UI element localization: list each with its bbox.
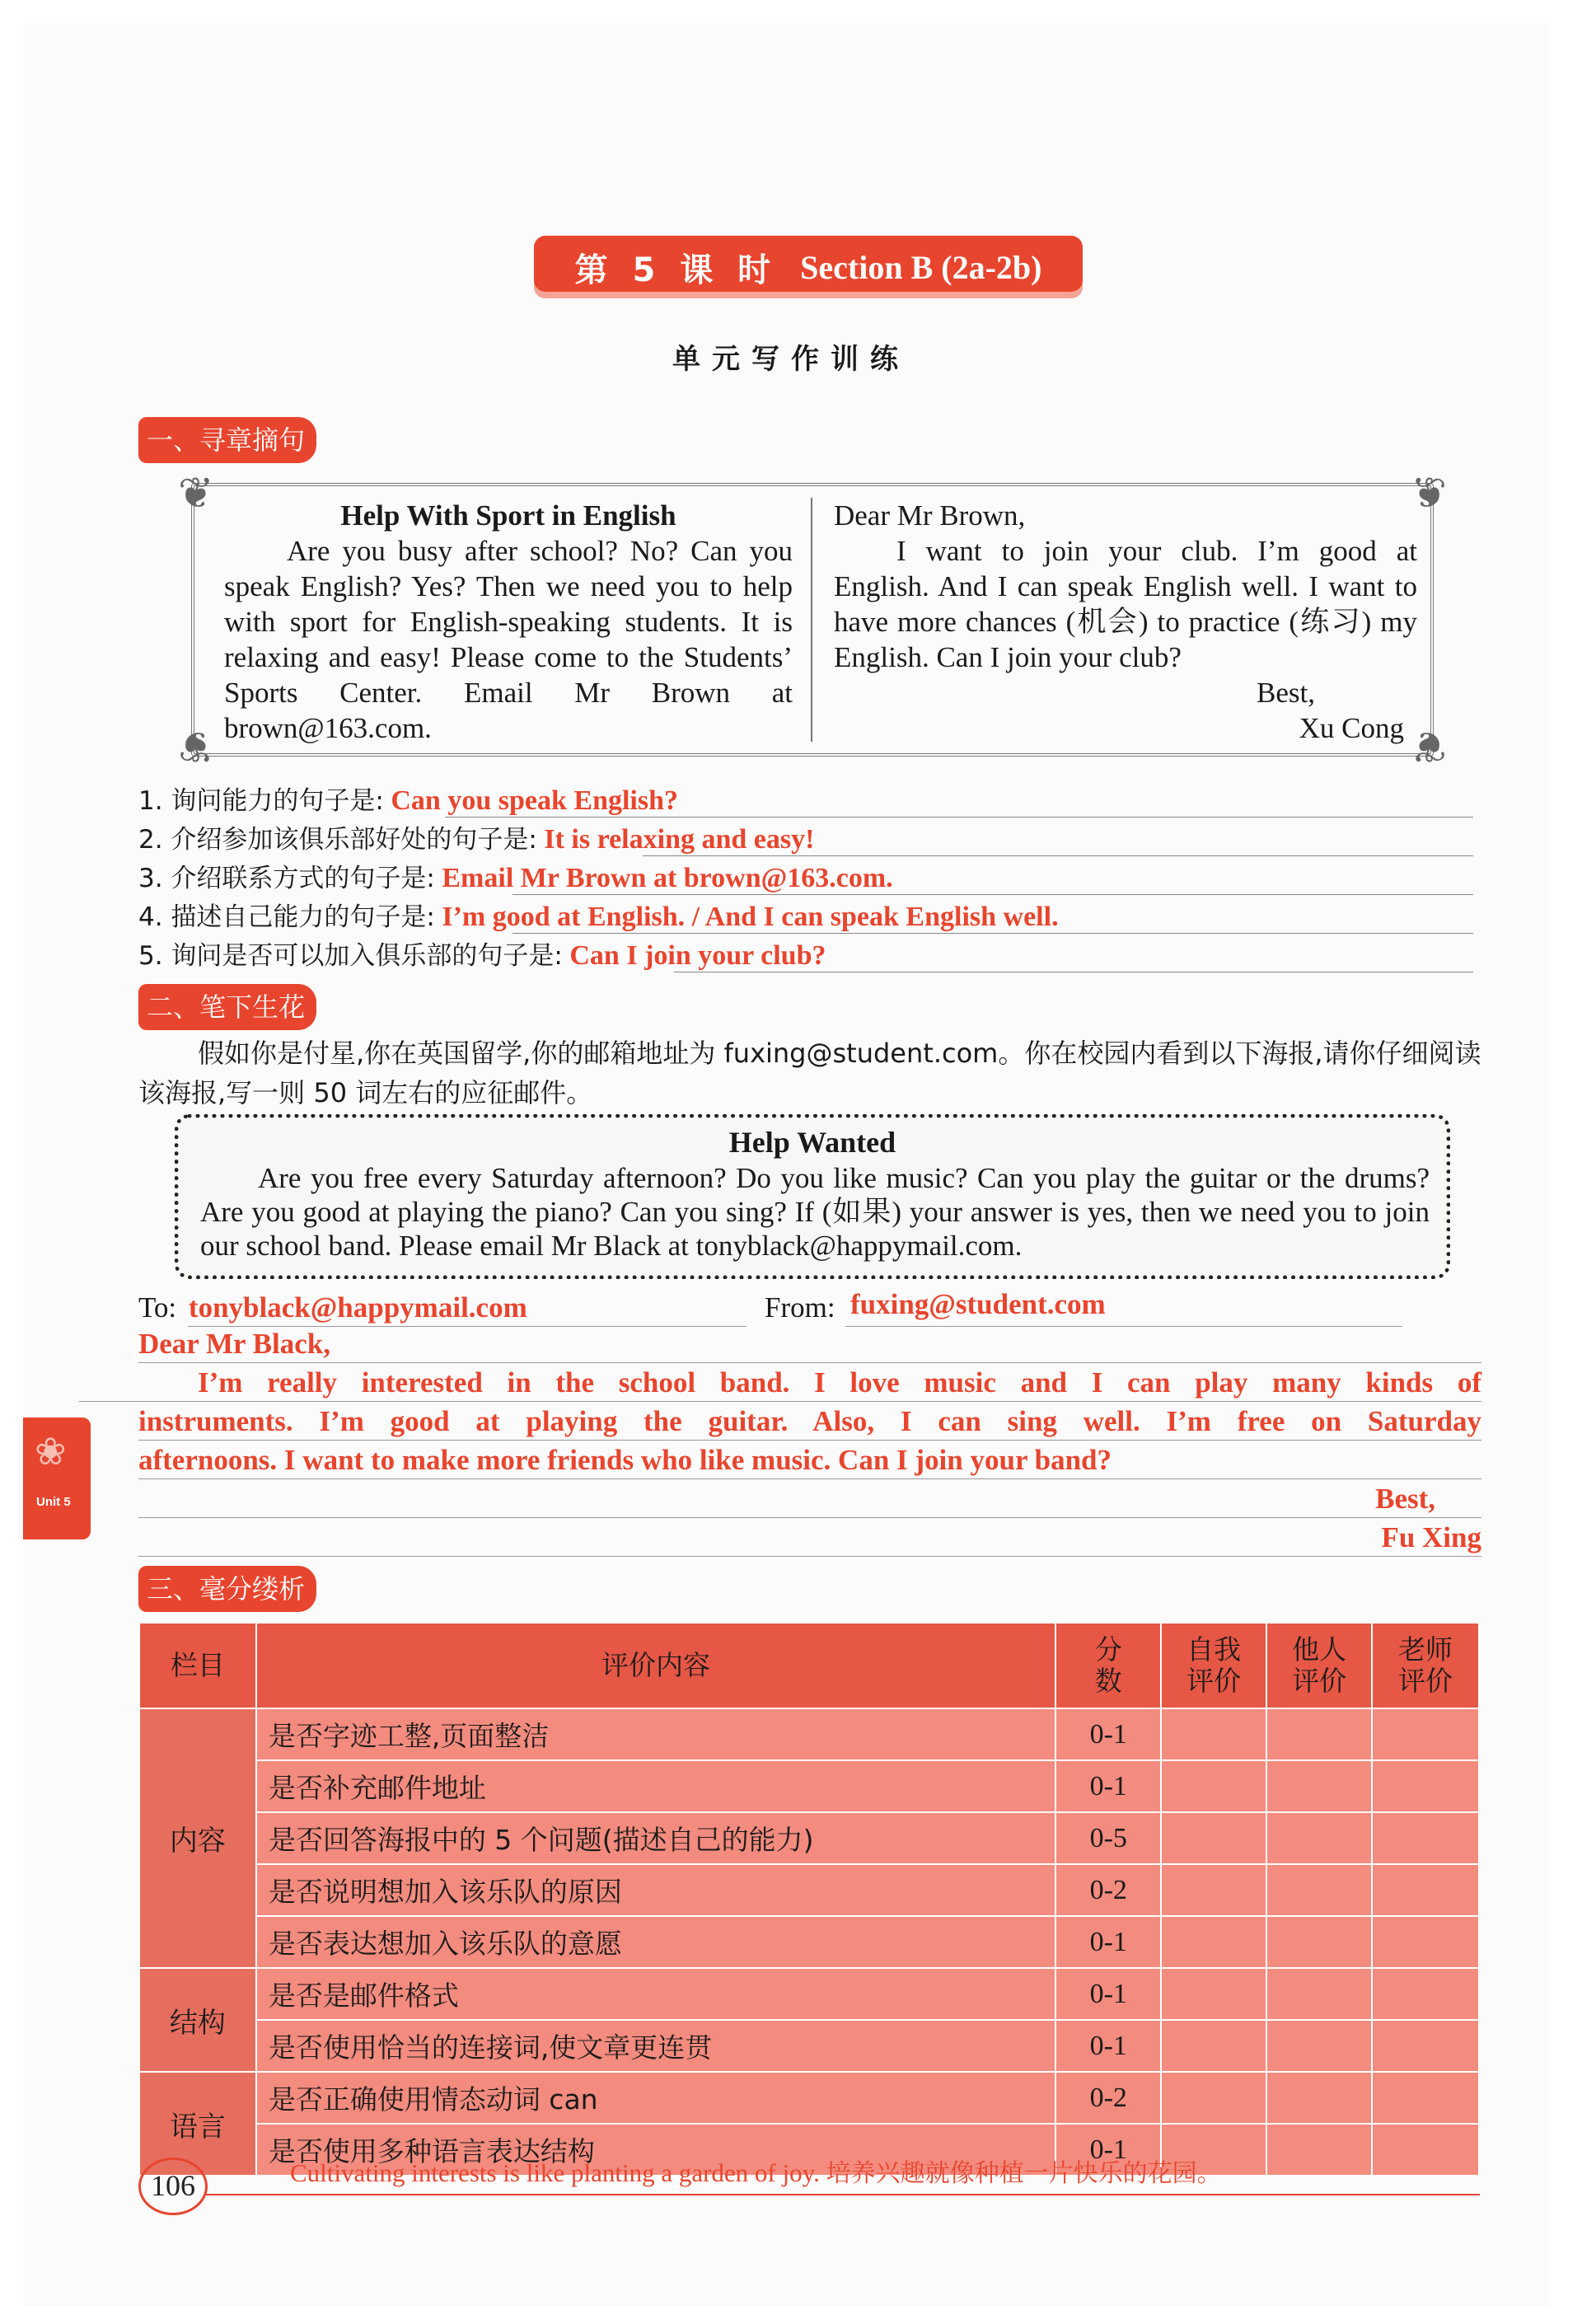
evaluation-table: [138, 1622, 1480, 2176]
score-cell: 0-5: [1055, 1812, 1161, 1864]
question-label: 3. 介绍联系方式的句子是:: [138, 864, 435, 893]
peer-eval-cell[interactable]: [1266, 1760, 1372, 1812]
peer-eval-cell[interactable]: [1266, 1916, 1372, 1968]
answer-line: [513, 933, 1473, 934]
col-header: 他人评价: [1266, 1623, 1372, 1708]
self-eval-cell[interactable]: [1161, 1760, 1266, 1812]
criterion-cell: 是否说明想加入该乐队的原因: [256, 1864, 1055, 1916]
page-title: 单元写作训练: [672, 343, 910, 376]
question-answer: I’m good at English. / And I can speak English well.: [442, 902, 1059, 932]
question-5: [138, 938, 1473, 974]
reply-letter: [834, 498, 1417, 746]
lesson-header: [534, 236, 1083, 298]
criterion-cell: 是否是邮件格式: [256, 1968, 1055, 2020]
ad-body: Are you busy after school? No? Can you speak English? Yes? Then we need you to help with sport for English-speaking students. It is relaxing and easy! Please come to the Students’ Sports Center. Email Mr Brown at brown@163.com.: [224, 535, 793, 744]
criterion-cell: 是否表达想加入该乐队的意愿: [256, 1916, 1055, 1968]
teacher-eval-cell[interactable]: [1372, 1760, 1479, 1812]
frame-divider: [811, 498, 812, 742]
question-label: 5. 询问是否可以加入俱乐部的句子是:: [138, 941, 563, 971]
letter-closing: Best,: [1257, 677, 1315, 709]
self-eval-cell[interactable]: [1161, 2020, 1266, 2072]
writing-line: [138, 1478, 1481, 1479]
col-header: 栏目: [139, 1623, 256, 1708]
score-cell: 0-1: [1055, 1708, 1161, 1760]
question-answer: Email Mr Brown at brown@163.com.: [442, 863, 893, 893]
question-label: 4. 描述自己能力的句子是:: [138, 902, 435, 932]
swirl-ornament-icon: ❀: [35, 1429, 67, 1474]
letter-body: I want to join your club. I’m good at English. And I can speak English well. I want to have more chances (机会) to practice (练习) my English. Can I join your club?: [834, 535, 1417, 673]
email-closing: Best,: [1375, 1483, 1435, 1515]
table-row: [139, 1760, 1479, 1812]
question-4: [138, 899, 1473, 935]
criterion-cell: 是否使用多种语言表达结构: [256, 2124, 1055, 2176]
to-address: tonyblack@happymail.com: [188, 1291, 527, 1324]
corner-ornament-icon: ❦: [1411, 721, 1447, 771]
question-3: [138, 860, 1473, 897]
teacher-eval-cell[interactable]: [1372, 2020, 1479, 2072]
section-tab-1: 一、寻章摘句: [138, 417, 316, 463]
score-cell: 0-1: [1055, 2020, 1161, 2072]
email-line-4: [138, 1480, 1481, 1518]
self-eval-cell[interactable]: [1161, 1812, 1266, 1864]
poster-body: Are you free every Saturday afternoon? Do you like music? Can you play the guitar or the drums? Are you good at playing the piano? Can you sing? If (如果) your answer is yes, then we need you to join our school band. Please email Mr Black at tonyblack@happymail.com.: [200, 1162, 1430, 1262]
letter-greeting: Dear Mr Brown,: [834, 499, 1026, 532]
table-row: [139, 2072, 1479, 2124]
writing-line: [138, 1440, 1481, 1441]
score-cell: 0-1: [1055, 1968, 1161, 2020]
self-eval-cell[interactable]: [1161, 1708, 1266, 1760]
writing-line: [138, 1556, 1481, 1557]
writing-line: [138, 1362, 1481, 1363]
from-label: From:: [765, 1291, 835, 1324]
lesson-section: Section B (2a-2b): [800, 248, 1042, 286]
criterion-cell: 是否字迹工整,页面整洁: [256, 1708, 1055, 1760]
section-tab-3: 三、毫分缕析: [138, 1566, 316, 1612]
criterion-cell: 是否补充邮件地址: [256, 1760, 1055, 1812]
unit-side-tab: [23, 1417, 91, 1539]
table-row: [139, 1812, 1479, 1864]
table-row: [139, 1864, 1479, 1916]
poster-title: Help Wanted: [728, 1126, 896, 1159]
email-line-1: [138, 1364, 1481, 1402]
score-cell: 0-2: [1055, 1864, 1161, 1916]
peer-eval-cell[interactable]: [1266, 2020, 1372, 2072]
email-greeting: Dear Mr Black,: [138, 1328, 330, 1360]
table-row: [139, 1916, 1479, 1968]
writing-line: [138, 1517, 1481, 1518]
teacher-eval-cell[interactable]: [1372, 1864, 1479, 1916]
peer-eval-cell[interactable]: [1266, 1708, 1372, 1760]
email-body-line: instruments. I’m good at playing the guitar. Also, I can sing well. I’m free on Saturday: [138, 1405, 1481, 1437]
email-header: [138, 1287, 1481, 1328]
ad-title: Help With Sport in English: [340, 499, 676, 532]
category-cell: 结构: [139, 1968, 256, 2072]
to-label: To:: [138, 1291, 177, 1324]
col-header: 自我评价: [1161, 1623, 1266, 1708]
col-header: 老师评价: [1372, 1623, 1479, 1708]
table-row: [139, 2020, 1479, 2072]
teacher-eval-cell[interactable]: [1372, 1968, 1479, 2020]
quote-chinese: 培养兴趣就像种植一片快乐的花园。: [826, 2159, 1222, 2188]
teacher-eval-cell[interactable]: [1372, 2124, 1479, 2176]
question-label: 2. 介绍参加该俱乐部好处的句子是:: [138, 825, 537, 855]
email-body-line: afternoons. I want to make more friends who like music. Can I join your band?: [138, 1444, 1112, 1476]
reading-frame: [178, 469, 1447, 771]
table-row: [139, 1708, 1479, 1760]
criterion-cell: 是否使用恰当的连接词,使文章更连贯: [256, 2020, 1055, 2072]
page-number: 106: [138, 2158, 208, 2215]
peer-eval-cell[interactable]: [1266, 2124, 1372, 2176]
lesson-number: 第 5 课 时: [574, 251, 778, 289]
email-greeting-line: [138, 1325, 1481, 1363]
corner-ornament-icon: ❦: [178, 721, 214, 771]
email-body-line: I’m really interested in the school band. I love music and I can play many kinds of: [198, 1366, 1481, 1399]
peer-eval-cell[interactable]: [1266, 2072, 1372, 2124]
self-eval-cell[interactable]: [1161, 1968, 1266, 2020]
criterion-cell: 是否正确使用情态动词 can: [256, 2072, 1055, 2124]
peer-eval-cell[interactable]: [1266, 1968, 1372, 2020]
letter-signature: Xu Cong: [1299, 712, 1404, 744]
question-1: [138, 783, 1473, 819]
question-answer: Can you speak English?: [391, 785, 679, 816]
table-row: [139, 1968, 1479, 2020]
criterion-cell: 是否回答海报中的 5 个问题(描述自己的能力): [256, 1812, 1055, 1864]
teacher-eval-cell[interactable]: [1372, 1708, 1479, 1760]
score-cell: 0-2: [1055, 2072, 1161, 2124]
teacher-eval-cell[interactable]: [1372, 1916, 1479, 1968]
ad-notice: [224, 498, 793, 746]
score-cell: 0-1: [1055, 2124, 1161, 2176]
score-cell: 0-1: [1055, 1916, 1161, 1968]
peer-eval-cell[interactable]: [1266, 1864, 1372, 1916]
writing-prompt: 假如你是付星,你在英国留学,你的邮箱地址为 fuxing@student.com。你在校园内看到以下海报,请你仔细阅读该海报,写一则 50 词左右的应征邮件。: [138, 1038, 1481, 1108]
category-cell: 内容: [139, 1708, 256, 1968]
peer-eval-cell[interactable]: [1266, 1812, 1372, 1864]
question-answer: It is relaxing and easy!: [544, 824, 815, 855]
col-header: 分数: [1055, 1623, 1161, 1708]
from-address: fuxing@student.com: [850, 1288, 1106, 1320]
writing-line: [79, 1401, 1481, 1402]
footer-quote: [290, 2153, 1222, 2189]
self-eval-cell[interactable]: [1161, 2072, 1266, 2124]
email-signature: Fu Xing: [1381, 1521, 1481, 1553]
question-label: 1. 询问能力的句子是:: [138, 786, 384, 816]
answer-line: [643, 855, 1473, 856]
teacher-eval-cell[interactable]: [1372, 2072, 1479, 2124]
email-line-2: [138, 1403, 1481, 1441]
score-cell: 0-1: [1055, 1760, 1161, 1812]
email-line-3: [138, 1441, 1481, 1479]
email-line-5: [138, 1519, 1481, 1557]
answer-line: [445, 817, 1473, 818]
self-eval-cell[interactable]: [1161, 1864, 1266, 1916]
col-header: 评价内容: [256, 1623, 1055, 1708]
footer-rule: [206, 2194, 1480, 2195]
corner-ornament-icon: ❦: [1411, 469, 1447, 518]
question-answer: Can I join your club?: [569, 940, 826, 971]
answer-line: [513, 894, 1473, 895]
question-2: [138, 822, 1473, 858]
table-header-row: [139, 1623, 1479, 1708]
teacher-eval-cell[interactable]: [1372, 1812, 1479, 1864]
help-wanted-poster: [175, 1114, 1450, 1279]
quote-english: Cultivating interests is like planting a garden of joy.: [290, 2158, 820, 2187]
self-eval-cell[interactable]: [1161, 1916, 1266, 1968]
unit-label: Unit 5: [36, 1495, 71, 1509]
category-cell: 语言: [139, 2072, 256, 2176]
section-tab-2: 二、笔下生花: [138, 984, 316, 1030]
corner-ornament-icon: ❦: [178, 469, 214, 518]
